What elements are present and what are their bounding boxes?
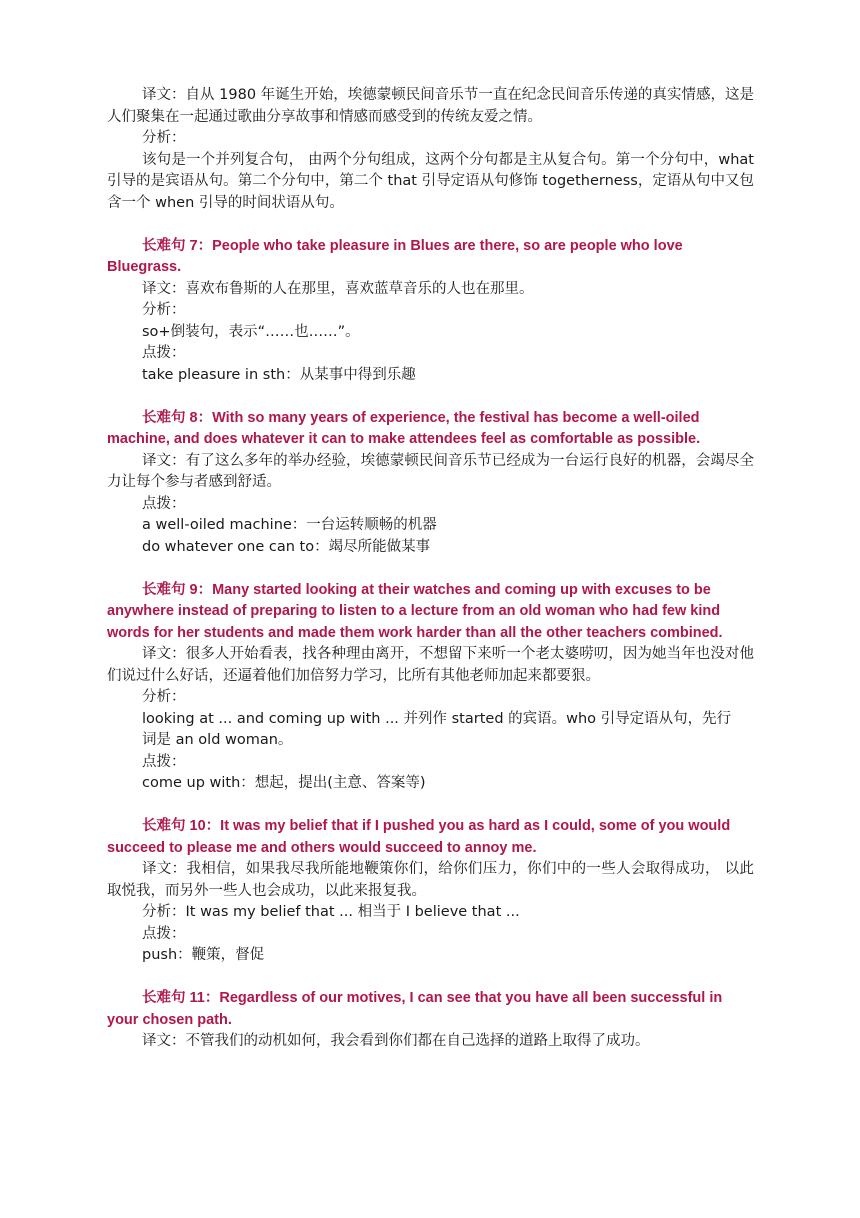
tip-label-9: 点拨： <box>142 753 186 770</box>
translation-7: 译文：喜欢布鲁斯的人在那里，喜欢蓝草音乐的人也在那里。 <box>142 280 534 297</box>
sentence-label-11: 长难句 11： <box>142 990 220 1006</box>
analysis-label-7: 分析： <box>142 302 186 318</box>
analysis-label-6: 分析： <box>142 130 186 146</box>
translation-9: 译文：很多人开始看表，找各种理由离开，不想留下来听一个老太婆唠叨，因为她当年也没对他们说过什么好话，还逼着他们加倍努力学习，比所有其他老师加起来都要狠。 <box>107 646 754 684</box>
analysis-6: 该句是一个并列复合句， 由两个分句组成，这两个分句都是主从复合句。第一个分句中，what 引导的是宾语从句。第二个分句中，第二个 that 引导定语从句修饰 togetherness，定语从句中又包含一个 when 引导的时间状语从句。 <box>107 151 754 211</box>
analysis-label-9: 分析： <box>142 689 186 705</box>
analysis-9-line2: 词是 an old woman。 <box>142 732 293 748</box>
sentence-text-10: It was my belief that if I pushed you as hard as I could, some of you would succeed to please me and others would succeed to annoy me. <box>107 818 731 856</box>
sentence-heading-9 <box>107 580 754 645</box>
sentence-label-9: 长难句 9： <box>142 581 213 598</box>
translation-8: 译文：有了这么多年的举办经验，埃德蒙顿民间音乐节已经成为一台运行良好的机器，会竭尽全力让每个参与者感到舒适。 <box>107 452 754 490</box>
translation-6: 译文：自从 1980 年诞生开始，埃德蒙顿民间音乐节一直在纪念民间音乐传递的真实情感，这是人们聚集在一起通过歌曲分享故事和情感而感受到的传统友爱之情。 <box>107 87 754 125</box>
sentence-heading-8 <box>107 408 754 451</box>
analysis-7: so+倒装句，表示“……也……”。 <box>142 323 360 340</box>
tip-10-1: push：鞭策，督促 <box>142 947 265 963</box>
document-content <box>107 85 754 1053</box>
sentence-label-7: 长难句 7： <box>142 237 213 254</box>
sentence-text-11: Regardless of our motives, I can see that you have all been successful in your chosen path. <box>107 990 723 1028</box>
sentence-label-10: 长难句 10： <box>142 818 221 834</box>
sentence-text-8: With so many years of experience, the festival has become a well-oiled machine, and does whatever it can to make attendees feel as comfortable as possible. <box>107 409 701 447</box>
sentence-heading-10 <box>107 816 754 859</box>
analysis-9-line1: looking at ... and coming up with ... 并列作 started 的宾语。who 引导定语从句，先行 <box>142 710 732 727</box>
sentence-text-7: People who take pleasure in Blues are there, so are people who love Bluegrass. <box>107 237 683 275</box>
tip-label-8: 点拨： <box>142 495 186 512</box>
sentence-label-8: 长难句 8： <box>142 409 213 426</box>
tip-label-10: 点拨： <box>142 925 186 942</box>
tip-8-1: a well-oiled machine：一台运转顺畅的机器 <box>142 517 437 533</box>
tip-7-1: take pleasure in sth：从某事中得到乐趣 <box>142 366 416 383</box>
tip-8-2: do whatever one can to：竭尽所能做某事 <box>142 538 431 555</box>
tip-9-1: come up with：想起，提出(主意、答案等) <box>142 775 426 791</box>
sentence-heading-7 <box>107 236 754 279</box>
sentence-heading-11 <box>107 988 754 1031</box>
sentence-text-9: Many started looking at their watches and coming up with excuses to be anywhere instead of preparing to listen to a lecture from an old woman who had few kind words for her students and made them work harder than all the other teachers combined. <box>107 581 723 641</box>
translation-10: 译文：我相信，如果我尽我所能地鞭策你们，给你们压力，你们中的一些人会取得成功， 以此取悦我，而另外一些人也会成功，以此来报复我。 <box>107 861 754 899</box>
translation-11: 译文：不管我们的动机如何，我会看到你们都在自己选择的道路上取得了成功。 <box>142 1033 650 1049</box>
analysis-10: 分析：It was my belief that ... 相当于 I believe that ... <box>142 904 520 920</box>
tip-label-7: 点拨： <box>142 345 186 361</box>
